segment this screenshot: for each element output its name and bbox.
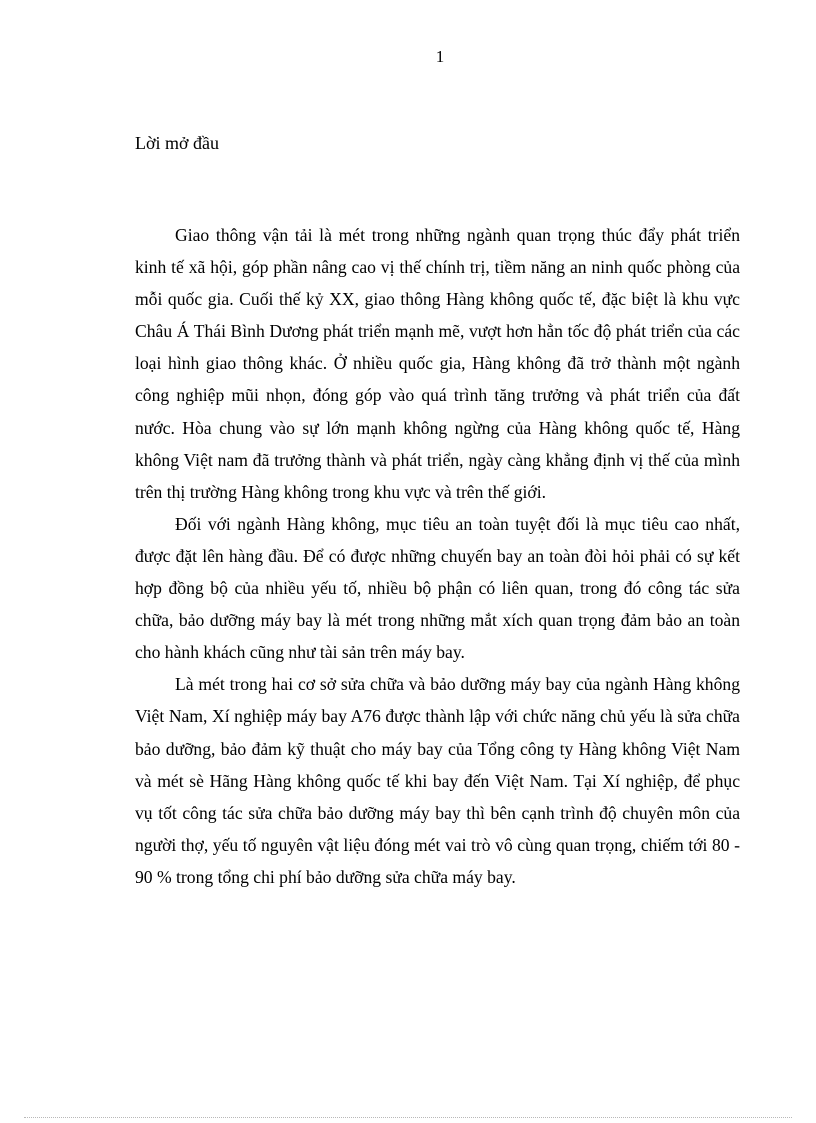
page-number: 1 — [435, 47, 445, 66]
paragraph-3: Là mét trong hai cơ sở sửa chữa và bảo dưỡng máy bay của ngành Hàng không Việt Nam, Xí nghiệp máy bay A76 được thành lập với chức năng chủ yếu là sửa chữa bảo dưỡng, bảo đảm kỹ thuật cho máy bay của Tổng công ty Hàng không Việt Nam và mét sè Hãng Hàng không quốc tế khi bay đến Việt Nam. Tại Xí nghiệp, để phục vụ tốt công tác sửa chữa bảo dưỡng máy bay thì bên cạnh trình độ chuyên môn của người thợ, yếu tố nguyên vật liệu đóng mét vai trò vô cùng quan trọng, chiếm tới 80 - 90 % trong tổng chi phí bảo dưỡng sửa chữa máy bay. — [135, 674, 740, 887]
paragraph-2: Đối với ngành Hàng không, mục tiêu an toàn tuyệt đối là mục tiêu cao nhất, được đặt lên hàng đầu. Để có được những chuyến bay an toàn đòi hỏi phải có sự kết hợp đồng bộ của nhiều yếu tố, nhiều bộ phận có liên quan, trong đó công tác sửa chữa, bảo dưỡng máy bay là mét trong những mắt xích quan trọng đảm bảo an toàn cho hành khách cũng như tài sản trên máy bay. — [135, 513, 740, 663]
paragraph-1: Giao thông vận tải là mét trong những ngành quan trọng thúc đẩy phát triển kinh tế xã hội, góp phần nâng cao vị thế chính trị, tiềm năng an ninh quốc phòng của mỗi quốc gia. Cuối thế kỷ XX, giao thông Hàng không quốc tế, đặc biệt là khu vực Châu Á Thái Bình Dương phát triển mạnh mẽ, vượt hơn hẳn tốc độ phát triển của các loại hình giao thông khác. Ở nhiều quốc gia, Hàng không đã trở thành một ngành công nghiệp mũi nhọn, đóng góp vào quá trình tăng trưởng và phát triển của đất nước. Hòa chung vào sự lớn mạnh không ngừng của Hàng không quốc tế, Hàng không Việt nam đã trưởng thành và phát triển, ngày càng khẳng định vị thế của mình trên thị trường Hàng không trong khu vực và trên thế giới. — [135, 225, 740, 502]
page-bottom-divider — [24, 1117, 792, 1118]
document-heading: Lời mở đầu — [135, 133, 220, 153]
document-body — [135, 219, 740, 893]
